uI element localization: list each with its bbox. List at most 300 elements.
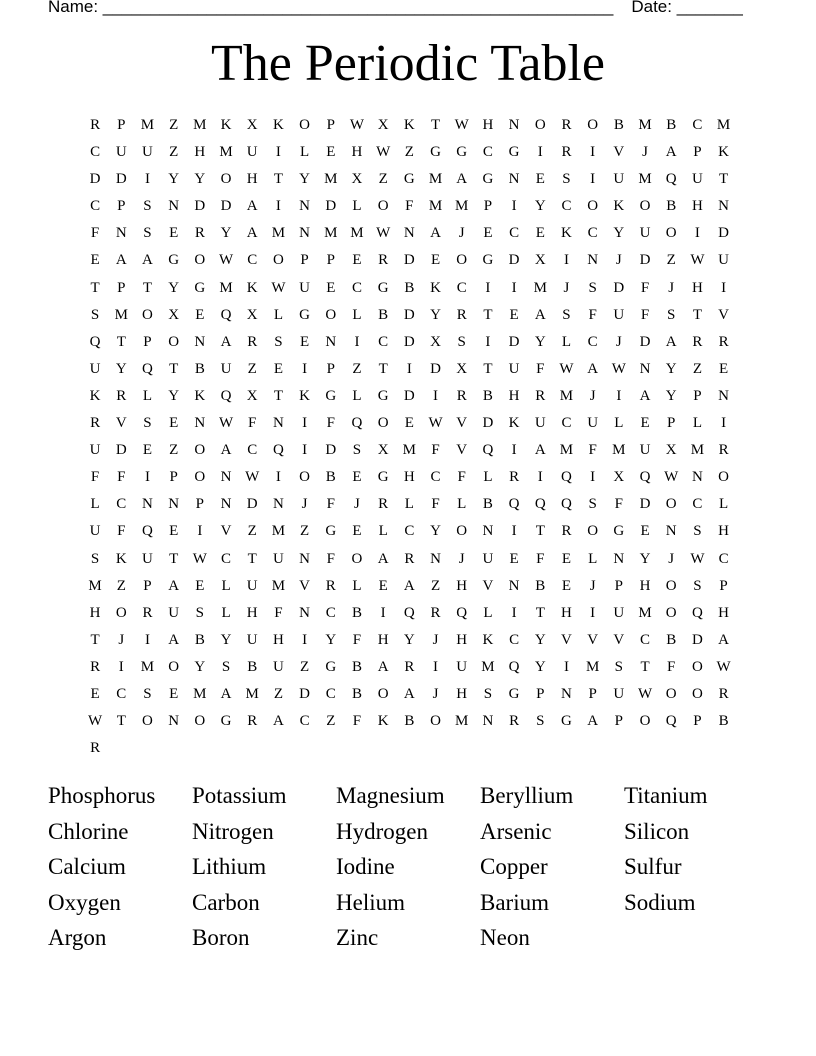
- grid-letter[interactable]: T: [169, 550, 179, 567]
- grid-letter[interactable]: I: [511, 604, 517, 621]
- grid-letter[interactable]: Z: [116, 577, 126, 594]
- grid-letter[interactable]: O: [691, 658, 703, 675]
- grid-letter[interactable]: N: [272, 415, 284, 432]
- grid-letter[interactable]: N: [482, 713, 494, 730]
- grid-letter[interactable]: A: [587, 360, 599, 377]
- grid-letter[interactable]: A: [587, 713, 599, 730]
- grid-letter[interactable]: L: [352, 387, 362, 404]
- grid-letter[interactable]: O: [691, 685, 703, 702]
- grid-letter[interactable]: M: [271, 225, 286, 242]
- grid-letter[interactable]: F: [640, 279, 650, 296]
- grid-letter[interactable]: O: [718, 469, 730, 486]
- grid-letter[interactable]: M: [324, 225, 338, 242]
- grid-letter[interactable]: I: [590, 604, 596, 621]
- grid-letter[interactable]: U: [246, 631, 258, 648]
- grid-letter[interactable]: C: [561, 415, 572, 432]
- grid-letter[interactable]: I: [537, 469, 543, 486]
- grid-letter[interactable]: U: [89, 360, 101, 377]
- grid-letter[interactable]: A: [246, 225, 258, 242]
- grid-letter[interactable]: V: [718, 306, 730, 323]
- grid-letter[interactable]: T: [273, 171, 283, 188]
- grid-letter[interactable]: M: [88, 577, 102, 594]
- grid-letter[interactable]: F: [90, 469, 100, 486]
- grid-letter[interactable]: Z: [300, 523, 310, 540]
- grid-letter[interactable]: K: [430, 279, 441, 296]
- grid-letter[interactable]: Y: [194, 171, 206, 188]
- grid-letter[interactable]: S: [143, 225, 152, 242]
- grid-letter[interactable]: Q: [456, 604, 468, 621]
- grid-letter[interactable]: F: [614, 496, 624, 513]
- grid-letter[interactable]: E: [535, 171, 545, 188]
- grid-letter[interactable]: K: [482, 631, 494, 648]
- grid-letter[interactable]: X: [430, 333, 441, 350]
- grid-letter[interactable]: Q: [508, 496, 520, 513]
- grid-letter[interactable]: O: [534, 117, 546, 133]
- grid-letter[interactable]: M: [140, 117, 155, 133]
- grid-letter[interactable]: P: [326, 252, 335, 269]
- grid-letter[interactable]: Y: [168, 387, 180, 404]
- grid-letter[interactable]: D: [691, 631, 703, 648]
- grid-letter[interactable]: T: [273, 387, 283, 404]
- grid-letter[interactable]: O: [665, 225, 677, 242]
- grid-letter[interactable]: W: [559, 360, 574, 377]
- grid-letter[interactable]: B: [247, 658, 258, 675]
- grid-letter[interactable]: K: [115, 550, 127, 567]
- grid-letter[interactable]: L: [692, 415, 702, 432]
- grid-letter[interactable]: Q: [403, 604, 415, 621]
- grid-letter[interactable]: J: [615, 333, 622, 350]
- grid-letter[interactable]: L: [719, 496, 729, 513]
- grid-letter[interactable]: N: [403, 225, 415, 242]
- grid-letter[interactable]: A: [403, 577, 415, 594]
- grid-letter[interactable]: M: [271, 577, 286, 594]
- grid-letter[interactable]: C: [299, 713, 310, 730]
- grid-letter[interactable]: E: [195, 577, 205, 594]
- grid-letter[interactable]: F: [667, 658, 676, 675]
- grid-letter[interactable]: D: [194, 198, 206, 215]
- grid-letter[interactable]: N: [168, 198, 180, 215]
- grid-letter[interactable]: T: [142, 279, 153, 296]
- grid-letter[interactable]: Z: [247, 523, 257, 540]
- grid-letter[interactable]: T: [116, 333, 126, 350]
- grid-letter[interactable]: K: [561, 225, 572, 242]
- grid-letter[interactable]: B: [325, 469, 336, 486]
- grid-letter[interactable]: R: [116, 387, 127, 404]
- grid-letter[interactable]: P: [536, 685, 545, 702]
- grid-letter[interactable]: I: [302, 360, 308, 377]
- date-field[interactable]: Date: _______: [631, 0, 743, 16]
- grid-letter[interactable]: H: [246, 171, 258, 188]
- grid-letter[interactable]: Y: [430, 306, 441, 323]
- grid-letter[interactable]: O: [639, 713, 651, 730]
- grid-letter[interactable]: U: [718, 252, 730, 269]
- grid-letter[interactable]: V: [613, 144, 625, 161]
- grid-letter[interactable]: K: [403, 117, 415, 133]
- grid-letter[interactable]: H: [89, 604, 101, 621]
- grid-letter[interactable]: A: [639, 387, 651, 404]
- grid-letter[interactable]: H: [639, 577, 651, 594]
- grid-letter[interactable]: V: [299, 577, 311, 594]
- grid-letter[interactable]: U: [613, 604, 625, 621]
- grid-letter[interactable]: Q: [220, 306, 232, 323]
- grid-letter[interactable]: D: [325, 442, 337, 459]
- grid-letter[interactable]: O: [587, 198, 599, 215]
- grid-letter[interactable]: N: [718, 387, 730, 404]
- grid-letter[interactable]: Z: [378, 171, 388, 188]
- grid-letter[interactable]: R: [561, 144, 572, 161]
- grid-letter[interactable]: C: [90, 144, 101, 161]
- grid-letter[interactable]: U: [89, 442, 101, 459]
- grid-letter[interactable]: D: [220, 198, 232, 215]
- grid-letter[interactable]: L: [273, 306, 283, 323]
- grid-letter[interactable]: N: [272, 496, 284, 513]
- grid-letter[interactable]: A: [220, 685, 232, 702]
- grid-letter[interactable]: J: [668, 279, 675, 296]
- grid-letter[interactable]: U: [691, 171, 703, 188]
- grid-letter[interactable]: M: [428, 198, 443, 215]
- grid-letter[interactable]: P: [614, 577, 624, 594]
- grid-letter[interactable]: U: [220, 360, 232, 377]
- grid-letter[interactable]: A: [403, 685, 415, 702]
- grid-letter[interactable]: G: [561, 713, 572, 730]
- grid-letter[interactable]: C: [587, 225, 598, 242]
- grid-letter[interactable]: P: [588, 685, 597, 702]
- grid-letter[interactable]: J: [432, 685, 439, 702]
- grid-letter[interactable]: Q: [534, 496, 546, 513]
- grid-letter[interactable]: S: [693, 577, 702, 594]
- grid-letter[interactable]: C: [325, 604, 336, 621]
- grid-letter[interactable]: S: [588, 279, 597, 296]
- grid-letter[interactable]: D: [115, 171, 127, 188]
- grid-letter[interactable]: P: [300, 252, 309, 269]
- grid-letter[interactable]: B: [666, 631, 677, 648]
- grid-letter[interactable]: P: [326, 117, 335, 133]
- grid-letter[interactable]: C: [456, 279, 467, 296]
- grid-letter[interactable]: Z: [404, 144, 414, 161]
- grid-letter[interactable]: M: [140, 658, 155, 675]
- grid-letter[interactable]: I: [144, 469, 150, 486]
- grid-letter[interactable]: N: [299, 225, 311, 242]
- grid-letter[interactable]: I: [485, 279, 491, 296]
- grid-letter[interactable]: O: [587, 523, 599, 540]
- grid-letter[interactable]: V: [587, 631, 599, 648]
- grid-letter[interactable]: W: [192, 550, 207, 567]
- grid-letter[interactable]: C: [404, 523, 415, 540]
- grid-letter[interactable]: Q: [351, 415, 363, 432]
- grid-letter[interactable]: Z: [169, 442, 179, 459]
- grid-letter[interactable]: M: [455, 198, 469, 215]
- grid-letter[interactable]: F: [248, 415, 257, 432]
- grid-letter[interactable]: E: [169, 225, 179, 242]
- grid-letter[interactable]: E: [90, 685, 100, 702]
- grid-letter[interactable]: K: [272, 117, 284, 133]
- grid-letter[interactable]: I: [302, 631, 308, 648]
- grid-letter[interactable]: O: [665, 496, 677, 513]
- grid-letter[interactable]: Y: [534, 631, 546, 648]
- grid-letter[interactable]: R: [378, 252, 389, 269]
- grid-letter[interactable]: M: [481, 658, 495, 675]
- grid-letter[interactable]: I: [144, 171, 150, 188]
- grid-letter[interactable]: I: [485, 333, 491, 350]
- grid-letter[interactable]: M: [716, 117, 731, 133]
- grid-letter[interactable]: D: [613, 279, 625, 296]
- grid-letter[interactable]: P: [143, 577, 152, 594]
- grid-letter[interactable]: Q: [691, 604, 703, 621]
- grid-letter[interactable]: M: [428, 171, 443, 188]
- grid-letter[interactable]: M: [638, 604, 652, 621]
- grid-letter[interactable]: W: [376, 225, 391, 242]
- grid-letter[interactable]: G: [194, 279, 206, 296]
- grid-letter[interactable]: H: [377, 631, 389, 648]
- grid-letter[interactable]: F: [326, 550, 335, 567]
- grid-letter[interactable]: C: [509, 631, 520, 648]
- grid-letter[interactable]: H: [718, 604, 730, 621]
- grid-letter[interactable]: B: [666, 198, 677, 215]
- grid-letter[interactable]: W: [454, 117, 469, 133]
- grid-letter[interactable]: O: [351, 550, 363, 567]
- grid-letter[interactable]: I: [406, 360, 412, 377]
- grid-letter[interactable]: H: [351, 144, 363, 161]
- grid-letter[interactable]: R: [378, 496, 389, 513]
- grid-letter[interactable]: P: [693, 387, 702, 404]
- grid-letter[interactable]: P: [195, 496, 205, 513]
- grid-letter[interactable]: C: [116, 685, 127, 702]
- grid-letter[interactable]: L: [614, 415, 624, 432]
- grid-letter[interactable]: K: [613, 198, 625, 215]
- grid-letter[interactable]: C: [325, 685, 336, 702]
- grid-letter[interactable]: P: [117, 279, 126, 296]
- grid-letter[interactable]: B: [404, 279, 415, 296]
- grid-letter[interactable]: E: [90, 252, 100, 269]
- grid-letter[interactable]: P: [693, 713, 702, 730]
- grid-letter[interactable]: O: [665, 604, 677, 621]
- grid-letter[interactable]: G: [456, 144, 468, 161]
- grid-letter[interactable]: E: [352, 469, 362, 486]
- grid-letter[interactable]: O: [194, 713, 206, 730]
- grid-letter[interactable]: U: [299, 279, 311, 296]
- grid-letter[interactable]: S: [143, 415, 152, 432]
- grid-letter[interactable]: R: [90, 740, 101, 757]
- grid-letter[interactable]: V: [482, 577, 494, 594]
- grid-letter[interactable]: C: [351, 279, 362, 296]
- grid-letter[interactable]: O: [272, 252, 284, 269]
- grid-letter[interactable]: O: [168, 333, 180, 350]
- grid-letter[interactable]: L: [352, 306, 362, 323]
- grid-letter[interactable]: L: [483, 469, 493, 486]
- grid-letter[interactable]: T: [116, 713, 126, 730]
- grid-letter[interactable]: J: [668, 550, 675, 567]
- grid-letter[interactable]: D: [403, 252, 415, 269]
- grid-letter[interactable]: D: [299, 685, 311, 702]
- grid-letter[interactable]: W: [218, 252, 234, 269]
- grid-letter[interactable]: G: [482, 252, 494, 269]
- grid-letter[interactable]: N: [691, 469, 703, 486]
- grid-letter[interactable]: Z: [326, 713, 336, 730]
- grid-letter[interactable]: N: [430, 550, 441, 567]
- grid-letter[interactable]: L: [483, 604, 493, 621]
- grid-letter[interactable]: R: [456, 387, 467, 404]
- grid-letter[interactable]: L: [561, 333, 572, 350]
- grid-letter[interactable]: V: [456, 442, 468, 459]
- grid-letter[interactable]: U: [246, 144, 258, 161]
- grid-letter[interactable]: K: [508, 415, 520, 432]
- grid-letter[interactable]: U: [613, 171, 625, 188]
- grid-letter[interactable]: W: [218, 415, 234, 432]
- grid-letter[interactable]: N: [220, 469, 232, 486]
- grid-letter[interactable]: M: [533, 279, 547, 296]
- grid-letter[interactable]: J: [615, 252, 622, 269]
- grid-letter[interactable]: T: [90, 631, 100, 648]
- grid-letter[interactable]: L: [142, 387, 153, 404]
- grid-letter[interactable]: Z: [300, 658, 310, 675]
- grid-letter[interactable]: R: [535, 387, 546, 404]
- grid-letter[interactable]: I: [197, 523, 203, 540]
- grid-letter[interactable]: I: [433, 658, 439, 675]
- grid-letter[interactable]: C: [116, 496, 127, 513]
- grid-letter[interactable]: Z: [169, 144, 179, 161]
- grid-letter[interactable]: S: [614, 658, 624, 675]
- grid-letter[interactable]: D: [639, 252, 651, 269]
- grid-letter[interactable]: V: [220, 523, 232, 540]
- grid-letter[interactable]: Y: [194, 658, 206, 675]
- grid-letter[interactable]: F: [536, 360, 545, 377]
- grid-letter[interactable]: I: [590, 469, 596, 486]
- grid-letter[interactable]: J: [589, 387, 596, 404]
- grid-letter[interactable]: Y: [403, 631, 415, 648]
- grid-letter[interactable]: F: [352, 631, 362, 648]
- grid-letter[interactable]: N: [194, 333, 206, 350]
- grid-letter[interactable]: P: [483, 198, 493, 215]
- grid-letter[interactable]: S: [143, 198, 152, 215]
- grid-letter[interactable]: M: [324, 171, 338, 188]
- grid-letter[interactable]: J: [458, 550, 465, 567]
- grid-letter[interactable]: M: [271, 523, 286, 540]
- grid-letter[interactable]: Y: [665, 387, 677, 404]
- grid-letter[interactable]: Q: [665, 171, 677, 188]
- grid-letter[interactable]: X: [377, 442, 389, 459]
- grid-letter[interactable]: S: [90, 306, 100, 323]
- grid-letter[interactable]: E: [483, 225, 493, 242]
- grid-letter[interactable]: G: [299, 306, 311, 323]
- grid-letter[interactable]: S: [195, 604, 205, 621]
- grid-letter[interactable]: I: [721, 279, 727, 296]
- grid-letter[interactable]: O: [377, 685, 389, 702]
- grid-letter[interactable]: E: [561, 550, 572, 567]
- grid-letter[interactable]: H: [272, 631, 284, 648]
- grid-letter[interactable]: H: [508, 387, 520, 404]
- grid-letter[interactable]: L: [404, 496, 414, 513]
- grid-letter[interactable]: K: [718, 144, 730, 161]
- grid-letter[interactable]: G: [403, 171, 415, 188]
- grid-letter[interactable]: D: [89, 171, 101, 188]
- grid-letter[interactable]: M: [559, 442, 574, 459]
- grid-letter[interactable]: N: [482, 523, 494, 540]
- grid-letter[interactable]: K: [194, 387, 206, 404]
- grid-letter[interactable]: Y: [430, 523, 441, 540]
- grid-letter[interactable]: T: [535, 523, 545, 540]
- grid-letter[interactable]: S: [693, 523, 702, 540]
- grid-letter[interactable]: K: [246, 279, 258, 296]
- grid-letter[interactable]: U: [142, 550, 153, 567]
- grid-letter[interactable]: X: [534, 252, 546, 269]
- name-field[interactable]: Name: ______________________________________________________: [48, 0, 614, 16]
- grid-letter[interactable]: H: [456, 685, 468, 702]
- grid-letter[interactable]: O: [142, 306, 153, 323]
- grid-letter[interactable]: E: [273, 360, 283, 377]
- grid-letter[interactable]: A: [168, 577, 180, 594]
- grid-letter[interactable]: S: [588, 496, 597, 513]
- grid-letter[interactable]: I: [275, 469, 281, 486]
- grid-letter[interactable]: R: [142, 604, 153, 621]
- grid-letter[interactable]: Y: [299, 171, 311, 188]
- grid-letter[interactable]: C: [509, 225, 520, 242]
- grid-letter[interactable]: H: [456, 577, 468, 594]
- grid-letter[interactable]: I: [511, 279, 517, 296]
- grid-letter[interactable]: P: [169, 469, 178, 486]
- grid-letter[interactable]: P: [117, 117, 126, 133]
- grid-letter[interactable]: I: [380, 604, 386, 621]
- grid-letter[interactable]: M: [690, 442, 705, 459]
- grid-letter[interactable]: I: [511, 198, 517, 215]
- grid-letter[interactable]: M: [638, 117, 652, 133]
- grid-letter[interactable]: R: [325, 577, 336, 594]
- grid-letter[interactable]: A: [142, 252, 153, 269]
- grid-letter[interactable]: R: [718, 442, 729, 459]
- grid-letter[interactable]: F: [117, 523, 126, 540]
- grid-letter[interactable]: A: [220, 333, 232, 350]
- grid-letter[interactable]: N: [508, 577, 520, 594]
- grid-letter[interactable]: H: [561, 604, 572, 621]
- grid-letter[interactable]: X: [351, 171, 363, 188]
- grid-letter[interactable]: D: [246, 496, 258, 513]
- grid-letter[interactable]: J: [563, 279, 570, 296]
- grid-letter[interactable]: F: [640, 306, 650, 323]
- grid-letter[interactable]: H: [718, 523, 730, 540]
- grid-letter[interactable]: M: [350, 225, 364, 242]
- grid-letter[interactable]: T: [692, 306, 702, 323]
- grid-letter[interactable]: D: [403, 306, 415, 323]
- grid-letter[interactable]: E: [169, 415, 179, 432]
- grid-letter[interactable]: O: [194, 442, 206, 459]
- grid-letter[interactable]: E: [378, 577, 388, 594]
- grid-letter[interactable]: E: [430, 252, 441, 269]
- grid-letter[interactable]: C: [90, 198, 101, 215]
- grid-letter[interactable]: B: [482, 496, 493, 513]
- grid-letter[interactable]: S: [221, 658, 231, 675]
- grid-letter[interactable]: Y: [168, 171, 180, 188]
- grid-letter[interactable]: G: [377, 469, 389, 486]
- grid-letter[interactable]: U: [142, 144, 153, 161]
- grid-letter[interactable]: D: [325, 198, 337, 215]
- grid-letter[interactable]: R: [561, 117, 572, 133]
- grid-letter[interactable]: A: [115, 252, 127, 269]
- grid-letter[interactable]: T: [535, 604, 545, 621]
- grid-letter[interactable]: C: [692, 117, 703, 133]
- grid-letter[interactable]: M: [193, 685, 207, 702]
- grid-letter[interactable]: O: [299, 469, 311, 486]
- grid-letter[interactable]: Q: [272, 442, 284, 459]
- grid-letter[interactable]: F: [326, 415, 335, 432]
- grid-letter[interactable]: R: [90, 658, 101, 675]
- grid-letter[interactable]: R: [718, 685, 729, 702]
- grid-letter[interactable]: M: [638, 171, 652, 188]
- grid-letter[interactable]: A: [430, 225, 441, 242]
- grid-letter[interactable]: Q: [482, 442, 494, 459]
- grid-letter[interactable]: J: [642, 144, 648, 161]
- grid-letter[interactable]: T: [483, 360, 493, 377]
- grid-letter[interactable]: M: [585, 658, 600, 675]
- grid-letter[interactable]: C: [221, 550, 232, 567]
